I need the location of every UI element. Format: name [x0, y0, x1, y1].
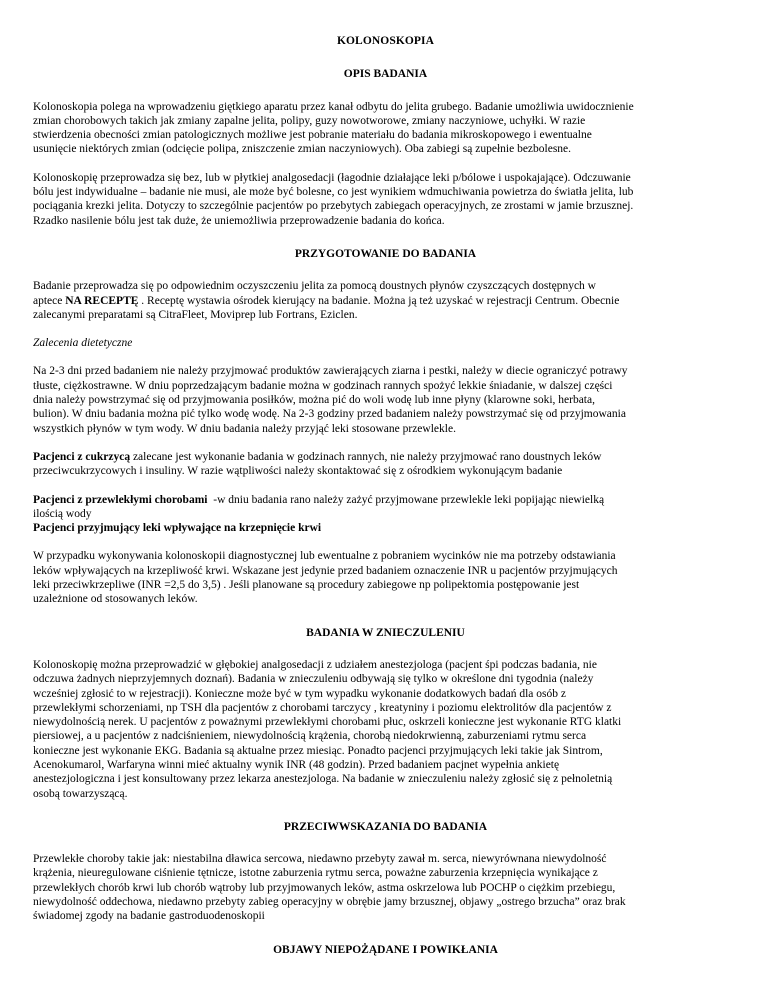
text-span: -w dniu badania rano należy zażyć przyjmowane przewlekle leki popijając niewielką: [207, 493, 605, 506]
heading-przygotowanie: PRZYGOTOWANIE DO BADANIA: [294, 247, 477, 260]
paragraph-coagulation: [33, 549, 738, 606]
text-line: Badanie przeprowadza się po odpowiednim oczyszczeniu jelita za pomocą doustnych płynów czyszczących dostępnych w: [33, 280, 596, 293]
paragraph-chronic: [33, 493, 738, 536]
text-line: wcześniej zgłosić to w rejestracji). Konieczne może być w tym wypadku wykonanie dodatkowych badań dla osób z: [33, 687, 566, 700]
text-line: zalecanymi preparatami są CitraFleet, Moviprep lub Fortrans, Eziclen.: [33, 308, 358, 321]
chronic-label: Pacjenci z przewlekłymi chorobami: [33, 493, 208, 506]
text-line: krążenia, nieuregulowane ciśnienie tętnicze, istotne zaburzenia rytmu serca, poważne zaburzenia krzepnięcia wynikające z: [33, 867, 598, 880]
document-page: [33, 34, 738, 975]
paragraph-przeciwwskazania: [33, 852, 738, 923]
subheading-diet: Zalecenia dietetyczne: [33, 337, 133, 350]
text-span: aptece: [33, 294, 66, 307]
text-line: uzależnione od stosowanych leków.: [33, 593, 198, 606]
text-line: Przewlekłe choroby takie jak: niestabilna dławica sercowa, niedawno przebyty zawał m. serca, niewyrównana niewydolność: [33, 853, 607, 866]
text-line: usunięcie niektórych zmian (odcięcie polipa, zniszczenie zmian naczyniowych). Oba zabiegi są zupełnie bezbolesne.: [33, 143, 572, 156]
paragraph-diet: [33, 364, 738, 435]
paragraph-opis-2: [33, 171, 738, 228]
text-line: przewlekłych chorób krwi lub chorób wątroby lub przyjmowanych leków, astma oskrzelowa lub POCHP o ciężkim przebiegu,: [33, 881, 616, 894]
paragraph-opis-1: [33, 100, 738, 157]
text-line: tłuste, ciężkostrawne. W dniu poprzedzającym badanie można w godzinach rannych spożyć lekkie śniadanie, w dalszej części: [33, 379, 613, 392]
prescription-emphasis: NA RECEPTĘ: [65, 294, 139, 307]
text-line: Kolonoskopię przeprowadza się bez, lub w płytkiej analgosedacji (łagodnie działające leki p/bólowe i uspokajające). Odczuwanie: [33, 171, 631, 184]
text-line: świadomej zgody na badanie gastroduodenoskopii: [33, 910, 265, 923]
text-line: [33, 493, 738, 507]
text-line: Kolonoskopia polega na wprowadzeniu giętkiego aparatu przez kanał odbytu do jelita grubego. Badanie umożliwia uwidocznienie: [33, 100, 634, 113]
text-span: . Receptę wystawia ośrodek kierujący na badanie. Można ją też uzyskać w rejestracji Centrum. Obecnie: [138, 294, 620, 307]
text-line: wszystkich płynów w tym wody. W dniu badania należy przyjąć leki stosowane przewlekle.: [33, 422, 456, 435]
text-line: anestezjologiczna i jest konsultowany przez lekarza anestezjologa. Na badanie w znieczuleniu należy zgłosić się z pełnoletnią: [33, 773, 613, 786]
diabetes-label: Pacjenci z cukrzycą: [33, 450, 131, 463]
text-line: Na 2-3 dni przed badaniem nie należy przyjmować produktów zawierających ziarna i pestki, należy w diecie ograniczyć potrawy: [33, 365, 628, 378]
text-line: Acenokumarol, Warfaryna winni mieć aktualny wynik INR (48 godzin). Przed badaniem pacjnet wypełnia ankietę: [33, 758, 560, 771]
paragraph-przygotowanie: [33, 279, 738, 322]
text-line: przeciwcukrzycowych i insuliny. W razie wątpliwości należy skontaktować się z ośrodkiem wykonującym badanie: [33, 465, 563, 478]
heading-opis-badania: OPIS BADANIA: [343, 68, 428, 81]
text-line: przewlekłymi schorzeniami, np TSH dla pacjentów z chorobami tarczycy , kreatyniny i poziomu elektrolitów dla pacjentów z: [33, 701, 612, 714]
text-line: [33, 294, 738, 308]
text-line: niewydolność oddechowa, niedawno przebyty zabieg operacyjny w obrębie jamy brzusznej, objawy „ostrego brzucha” oraz brak: [33, 896, 626, 909]
text-line: bólu jest indywidualne – badanie nie musi, ale może być bolesne, co jest wynikiem wdmuchiwania powietrza do światła jelita, lub: [33, 186, 634, 199]
heading-przeciwwskazania: PRZECIWWSKAZANIA DO BADANIA: [283, 820, 488, 833]
text-line: zmian chorobowych takich jak zmiany zapalne jelita, polipy, guzy nowotworowe, zmiany naczyniowe, uchyłki. W razie: [33, 114, 586, 127]
text-line: Rzadko nasilenie bólu jest tak duże, że uniemożliwia przeprowadzenie badania do końca.: [33, 214, 445, 227]
paragraph-diabetes: [33, 450, 738, 479]
text-line: odczuwa żadnych nieprzyjemnych doznań). Badania w znieczuleniu odbywają się tylko w określone dni tygodnia (należy: [33, 673, 594, 686]
text-line: osobą towarzyszącą.: [33, 787, 128, 800]
text-line: leków wpływających na krzepliwość krwi. Wskazane jest jedynie przed badaniem oznaczenie INR u pacjentów przyjmujących: [33, 564, 618, 577]
text-line: dnia należy powstrzymać się od przyjmowania posiłków, można pić do woli wodę lub inne płyny (klarowne soki, herbata,: [33, 394, 595, 407]
text-line: [33, 450, 738, 464]
coagulation-label: Pacjenci przyjmujący leki wpływające na krzepnięcie krwi: [33, 522, 322, 535]
text-line: Kolonoskopię można przeprowadzić w głębokiej analgosedacji z udziałem anestezjologa (pacjent śpi podczas badania, nie: [33, 658, 597, 671]
heading-objawy: OBJAWY NIEPOŻĄDANE I POWIKŁANIA: [273, 943, 498, 956]
text-line: bulion). W dniu badania można pić tylko wodę wodę. Na 2-3 godziny przed badaniem należy powstrzymać się od przyjmowania: [33, 408, 626, 421]
heading-znieczulenie: BADANIA W ZNIECZULENIU: [306, 626, 465, 639]
text-line: stwierdzenia obecności zmian patologicznych możliwe jest pobranie materiału do badania mikroskopowego i ewentualne: [33, 129, 592, 142]
text-line: piersiowej, a u pacjentów z nadciśnieniem, niewydolnością krążenia, chorobą niedokrwienną, zaburzeniami rytmu serca: [33, 730, 587, 743]
text-span: zalecane jest wykonanie badania w godzinach rannych, nie należy przyjmować rano doustnych leków: [130, 450, 602, 463]
text-line: niewydolnością nerek. U pacjentów z poważnymi przewlekłymi chorobami płuc, oskrzeli konieczne jest wykonanie RTG klatki: [33, 716, 622, 729]
text-line: leki przeciwkrzepliwe (INR =2,5 do 3,5) . Jeśli planowane są procedury zabiegowe np polipektomia postępowanie jest: [33, 579, 580, 592]
text-line: W przypadku wykonywania kolonoskopii diagnostycznej lub ewentualne z pobraniem wycinków nie ma potrzeby odstawiania: [33, 550, 616, 563]
paragraph-znieczulenie: [33, 658, 738, 801]
text-line: pociągania krezki jelita. Dotyczy to szczególnie pacjentów po przebytych zabiegach operacyjnych, ze zrostami w jamie brzusznej.: [33, 200, 634, 213]
document-title: KOLONOSKOPIA: [336, 35, 435, 47]
text-line: ilością wody: [33, 507, 92, 520]
text-line: konieczne jest wykonanie EKG. Badania są aktualne przez miesiąc. Ponadto pacjenci przyjmujących leki takie jak Sintrom,: [33, 744, 603, 757]
